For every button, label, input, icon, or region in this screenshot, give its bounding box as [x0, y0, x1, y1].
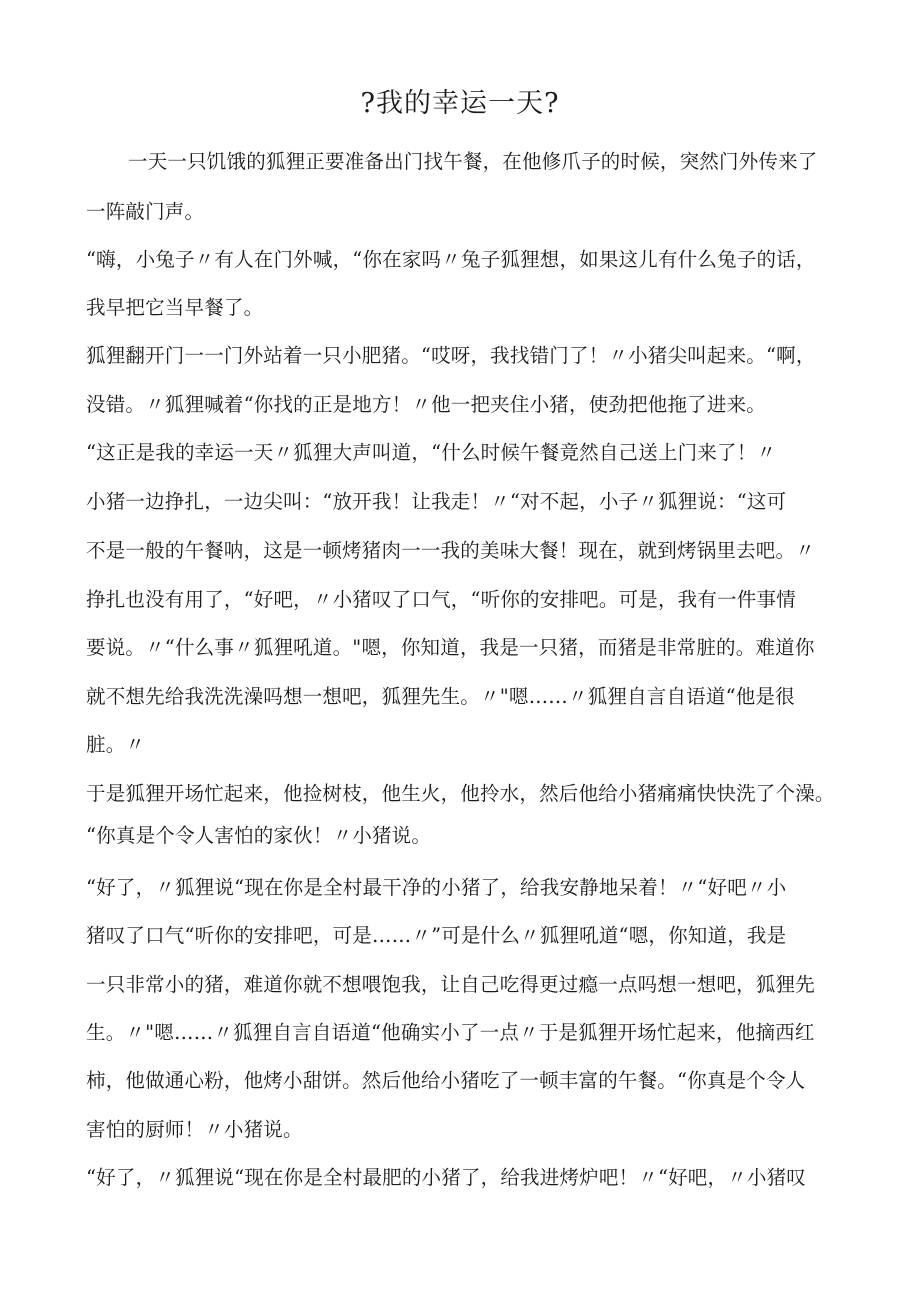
text-line: 一只非常小的猪，难道你就不想喂饱我，让自己吃得更过瘾一点吗想一想吧，狐狸先 — [86, 973, 815, 996]
text-line: “嗨，小兔子〃有人在门外喊，“你在家吗〃兔子狐狸想，如果这儿有什么兔子的话， — [86, 248, 816, 271]
text-line: 一天一只饥饿的狐狸正要准备出门找午餐，在他修爪子的时候，突然门外传来了 — [128, 150, 818, 173]
text-line: 就不想先给我洗洗澡吗想一想吧，狐狸先生。〃"嗯……〃狐狸自言自语道“他是很 — [86, 685, 795, 708]
text-line: 不是一般的午餐呐，这是一顿烤猪肉一一我的美味大餐！现在，就到烤锅里去吧。〃 — [86, 539, 815, 562]
text-line: “好了，〃狐狸说“现在你是全村最肥的小猪了，给我进烤炉吧！〃“好吧，〃小猪叹 — [86, 1166, 807, 1189]
text-line: 小猪一边挣扎，一边尖叫：“放开我！让我走！〃“对不起，小子〃狐狸说：“这可 — [86, 490, 787, 513]
text-line: 脏。〃 — [86, 733, 146, 756]
text-line: 猪叹了口气“听你的安排吧，可是……〃”可是什么〃狐狸吼道“嗯，你知道，我是 — [86, 924, 787, 947]
document-title: ?我的幸运一天? — [360, 88, 560, 119]
text-line: “你真是个令人害怕的家伙！〃小猪说。 — [86, 824, 432, 847]
text-line: 一阵敲门声。 — [86, 200, 205, 223]
text-line: 挣扎也没有用了，“好吧，〃小猪叹了口气，“听你的安排吧。可是，我有一件事情 — [86, 588, 796, 611]
text-line: 狐狸翻开门一一门外站着一只小肥猪。“哎呀，我找错门了！〃小猪尖叫起来。“啊， — [86, 344, 816, 367]
text-line: 柿，他做通心粉，他烤小甜饼。然后他给小猪吃了一顿丰富的午餐。“你真是个令人 — [86, 1069, 806, 1092]
text-line: “这正是我的幸运一天〃狐狸大声叫道，“什么时候午餐竟然自己送上门来了！〃 — [86, 441, 777, 464]
text-line: 我早把它当早餐了。 — [86, 296, 264, 319]
text-line: 害怕的厨师！〃小猪说。 — [86, 1118, 303, 1141]
text-line: 于是狐狸开场忙起来，他捡树枝，他生火，他拎水，然后他给小猪痛痛快快洗了个澡。 — [86, 782, 835, 805]
text-line: “好了，〃狐狸说“现在你是全村最干净的小猪了，给我安静地呆着！〃“好吧〃小 — [86, 876, 787, 899]
text-line: 生。〃"嗯……〃狐狸自言自语道“他确实小了一点〃于是狐狸开场忙起来，他摘西红 — [86, 1021, 815, 1044]
text-line: 要说。〃“什么事〃狐狸吼道。"嗯，你知道，我是一只猪，而猪是非常脏的。难道你 — [86, 636, 815, 659]
text-line: 没错。〃狐狸喊着“你找的正是地方！〃他一把夹住小猪，使劲把他拖了进来。 — [86, 393, 766, 416]
